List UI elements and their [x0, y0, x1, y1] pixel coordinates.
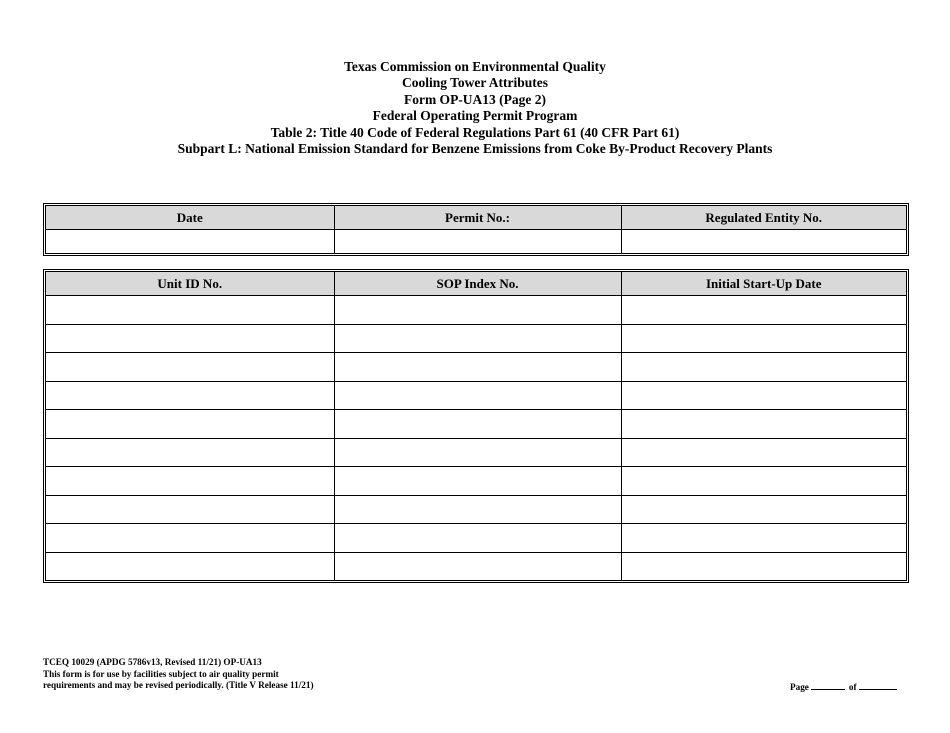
start-up-date-cell[interactable]	[621, 552, 906, 580]
table-row	[46, 495, 906, 524]
date-field[interactable]	[46, 230, 334, 254]
form-header	[0, 59, 950, 157]
start-up-date-cell[interactable]	[621, 296, 906, 325]
unit-table	[43, 269, 909, 583]
page-total-blank[interactable]	[859, 680, 897, 690]
table-row	[46, 353, 906, 382]
start-up-date-cell[interactable]	[621, 324, 906, 353]
sop-index-cell[interactable]	[334, 381, 621, 410]
table-row	[46, 552, 906, 580]
sop-index-cell[interactable]	[334, 324, 621, 353]
permit-no-field[interactable]	[334, 230, 621, 254]
permit-no-header: Permit No.:	[334, 206, 621, 230]
unit-id-cell[interactable]	[46, 296, 334, 325]
start-up-date-cell[interactable]	[621, 381, 906, 410]
table-row	[46, 381, 906, 410]
table-row	[46, 467, 906, 496]
unit-id-cell[interactable]	[46, 495, 334, 524]
form-id-line: TCEQ 10029 (APDG 5786v13, Revised 11/21) OP-UA13	[43, 657, 262, 667]
table-row	[46, 524, 906, 553]
start-up-date-cell[interactable]	[621, 353, 906, 382]
sop-index-cell[interactable]	[334, 467, 621, 496]
form-footer	[43, 657, 314, 692]
unit-id-cell[interactable]	[46, 467, 334, 496]
page-number-blank[interactable]	[811, 680, 845, 690]
table-row	[46, 438, 906, 467]
permit-info-table	[43, 203, 909, 256]
date-header: Date	[46, 206, 334, 230]
unit-id-cell[interactable]	[46, 524, 334, 553]
table-row	[46, 324, 906, 353]
start-up-date-cell[interactable]	[621, 495, 906, 524]
sop-index-cell[interactable]	[334, 552, 621, 580]
sop-index-cell[interactable]	[334, 495, 621, 524]
page-label: Page	[790, 682, 809, 692]
unit-id-cell[interactable]	[46, 410, 334, 439]
start-up-date-header: Initial Start-Up Date	[621, 272, 906, 296]
subpart-title: Subpart L: National Emission Standard for Benzene Emissions from Coke By-Product Recovery Plants	[177, 141, 773, 157]
unit-id-cell[interactable]	[46, 353, 334, 382]
table-title: Table 2: Title 40 Code of Federal Regulations Part 61 (40 CFR Part 61)	[270, 124, 680, 140]
sop-index-cell[interactable]	[334, 524, 621, 553]
sop-index-cell[interactable]	[334, 296, 621, 325]
unit-id-cell[interactable]	[46, 552, 334, 580]
start-up-date-cell[interactable]	[621, 524, 906, 553]
regulated-entity-field[interactable]	[621, 230, 906, 254]
start-up-date-cell[interactable]	[621, 438, 906, 467]
start-up-date-cell[interactable]	[621, 410, 906, 439]
usage-note-line-2: requirements and may be revised periodically. (Title V Release 11/21)	[43, 680, 314, 691]
unit-id-cell[interactable]	[46, 324, 334, 353]
sop-index-cell[interactable]	[334, 438, 621, 467]
program-name: Federal Operating Permit Program	[372, 108, 578, 124]
sop-index-header: SOP Index No.	[334, 272, 621, 296]
sop-index-cell[interactable]	[334, 410, 621, 439]
form-subject: Cooling Tower Attributes	[401, 75, 548, 91]
unit-id-header: Unit ID No.	[46, 272, 334, 296]
start-up-date-cell[interactable]	[621, 467, 906, 496]
regulated-entity-header: Regulated Entity No.	[621, 206, 906, 230]
table-row	[46, 296, 906, 325]
form-number: Form OP-UA13 (Page 2)	[403, 91, 547, 107]
unit-id-cell[interactable]	[46, 381, 334, 410]
table-row	[46, 410, 906, 439]
unit-id-cell[interactable]	[46, 438, 334, 467]
of-label: of	[848, 682, 857, 692]
usage-note-line-1: This form is for use by facilities subject to air quality permit	[43, 668, 279, 679]
sop-index-cell[interactable]	[334, 353, 621, 382]
agency-name: Texas Commission on Environmental Quality	[344, 59, 606, 74]
page-number	[790, 680, 897, 692]
